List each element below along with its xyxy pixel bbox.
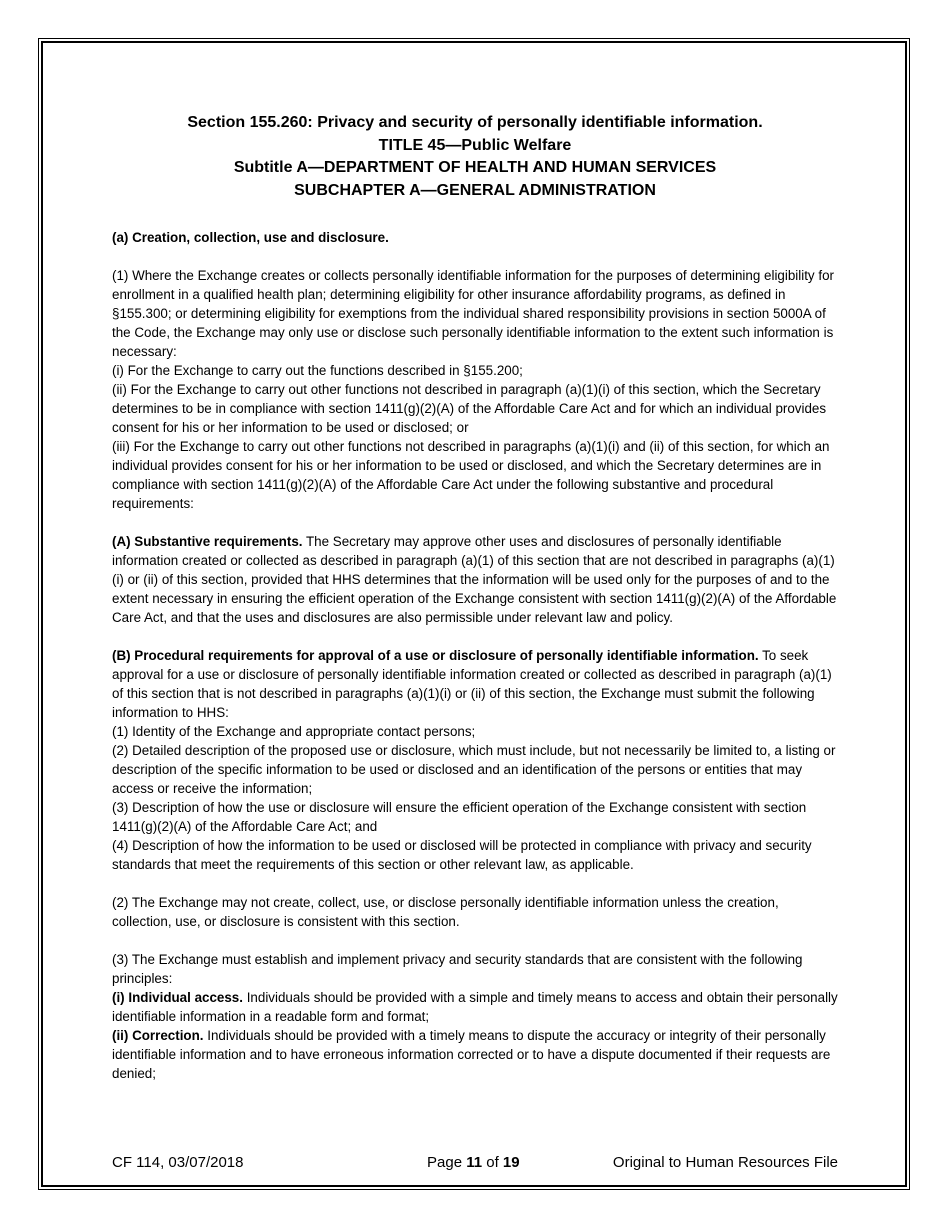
- form-id: CF 114, 03/07/2018: [112, 1154, 244, 1171]
- paragraph-a1-iii: (iii) For the Exchange to carry out other functions not described in paragraphs (a)(1)(i) and (ii) of this section, for which an individual provides consent for his or her information to be used or disclosed, and which the Secretary determines are in compliance with section 1411(g)(2)(A) of the Affordable Care Act under the following substantive and procedural requirements:: [112, 439, 830, 511]
- page-of: of: [482, 1154, 503, 1171]
- title-line: TITLE 45—Public Welfare: [378, 136, 572, 154]
- subtitle-line: Subtitle A—DEPARTMENT OF HEALTH AND HUMAN SERVICES: [233, 159, 717, 176]
- document-content: [112, 112, 838, 1083]
- paragraph-a3: (3) The Exchange must establish and implement privacy and security standards that are consistent with the following principles:: [112, 952, 803, 986]
- principle-correction: [112, 1026, 838, 1083]
- substantive-text: The Secretary may approve other uses and disclosures of personally identifiable information created or collected as described in paragraph (a)(1) of this section that are not described in paragraphs (a)(1)(i) or (ii) of this section, provided that HHS determines that the information will be used only for the purposes of and to the extent necessary in ensuring the efficient operation of the Exchange consistent with section 1411(g)(2)(A) of the Affordable Care Act, and that the uses and disclosures are also permissible under relevant law and policy.: [112, 534, 837, 625]
- paragraph-a1-ii: (ii) For the Exchange to carry out other functions not described in paragraph (a)(1)(i) of this section, which the Secretary determines to be in compliance with section 1411(g)(2)(A) of the Affordable Care Act and for which an individual provides consent for his or her information to be used or disclosed; or: [112, 382, 827, 435]
- footer-destination: Original to Human Resources File: [612, 1154, 838, 1171]
- page-prefix: Page: [427, 1154, 467, 1171]
- correction-label: (ii) Correction.: [112, 1028, 204, 1043]
- document-header: [112, 112, 838, 202]
- correction-text: Individuals should be provided with a timely means to dispute the accuracy or integrity of their personally identifiable information and to have erroneous information corrected or to have a dispute documented if their requests are denied;: [112, 1028, 831, 1081]
- page-number: [427, 1153, 520, 1173]
- document-body: [112, 228, 838, 1083]
- page-footer: [112, 1153, 838, 1173]
- substantive-label: (A) Substantive requirements.: [112, 534, 303, 549]
- subchapter-line: SUBCHAPTER A—GENERAL ADMINISTRATION: [294, 181, 656, 199]
- procedural-item-2: (2) Detailed description of the proposed use or disclosure, which must include, but not necessarily be limited to, a listing or description of the specific information to be used or disclosed and an identification of the persons or entities that may access or receive the information;: [112, 743, 836, 796]
- substantive-requirements: [112, 532, 838, 627]
- procedural-requirements: [112, 646, 838, 722]
- page-current: 11: [466, 1154, 483, 1171]
- principle-individual-access: [112, 988, 838, 1026]
- procedural-label: (B) Procedural requirements for approval of a use or disclosure of personally identifiable information.: [112, 648, 759, 663]
- section-title: Section 155.260: Privacy and security of personally identifiable information.: [187, 114, 763, 131]
- paragraph-a1: (1) Where the Exchange creates or collects personally identifiable information for the purposes of determining eligibility for enrollment in a qualified health plan; determining eligibility for other insurance affordability programs, as defined in §155.300; or determining eligibility for exemptions from the individual shared responsibility provisions in section 5000A of the Code, the Exchange may only use or disclose such personally identifiable information to the extent such information is necessary:: [112, 268, 834, 359]
- paragraph-a2: (2) The Exchange may not create, collect, use, or disclose personally identifiable information unless the creation, collection, use, or disclosure is consistent with this section.: [112, 895, 779, 929]
- procedural-item-3: (3) Description of how the use or disclosure will ensure the efficient operation of the Exchange consistent with section 1411(g)(2)(A) of the Affordable Care Act; and: [112, 800, 807, 834]
- procedural-text: To seek approval for a use or disclosure of personally identifiable information created or collected as described in paragraph (a)(1) of this section that is not described in paragraphs (a)(1)(i) or (ii) of this section, the Exchange must submit the following information to HHS:: [112, 648, 832, 720]
- page-total: 19: [502, 1154, 520, 1171]
- procedural-item-4: (4) Description of how the information to be used or disclosed will be protected in compliance with privacy and security standards that meet the requirements of this section or other relevant law, as applicable.: [112, 838, 812, 872]
- individual-access-label: (i) Individual access.: [112, 990, 243, 1005]
- individual-access-text: Individuals should be provided with a simple and timely means to access and obtain their personally identifiable information in a readable form and format;: [112, 990, 838, 1024]
- section-a-heading: (a) Creation, collection, use and disclosure.: [112, 230, 389, 245]
- procedural-item-1: (1) Identity of the Exchange and appropriate contact persons;: [112, 724, 476, 739]
- paragraph-a1-i: (i) For the Exchange to carry out the functions described in §155.200;: [112, 363, 523, 378]
